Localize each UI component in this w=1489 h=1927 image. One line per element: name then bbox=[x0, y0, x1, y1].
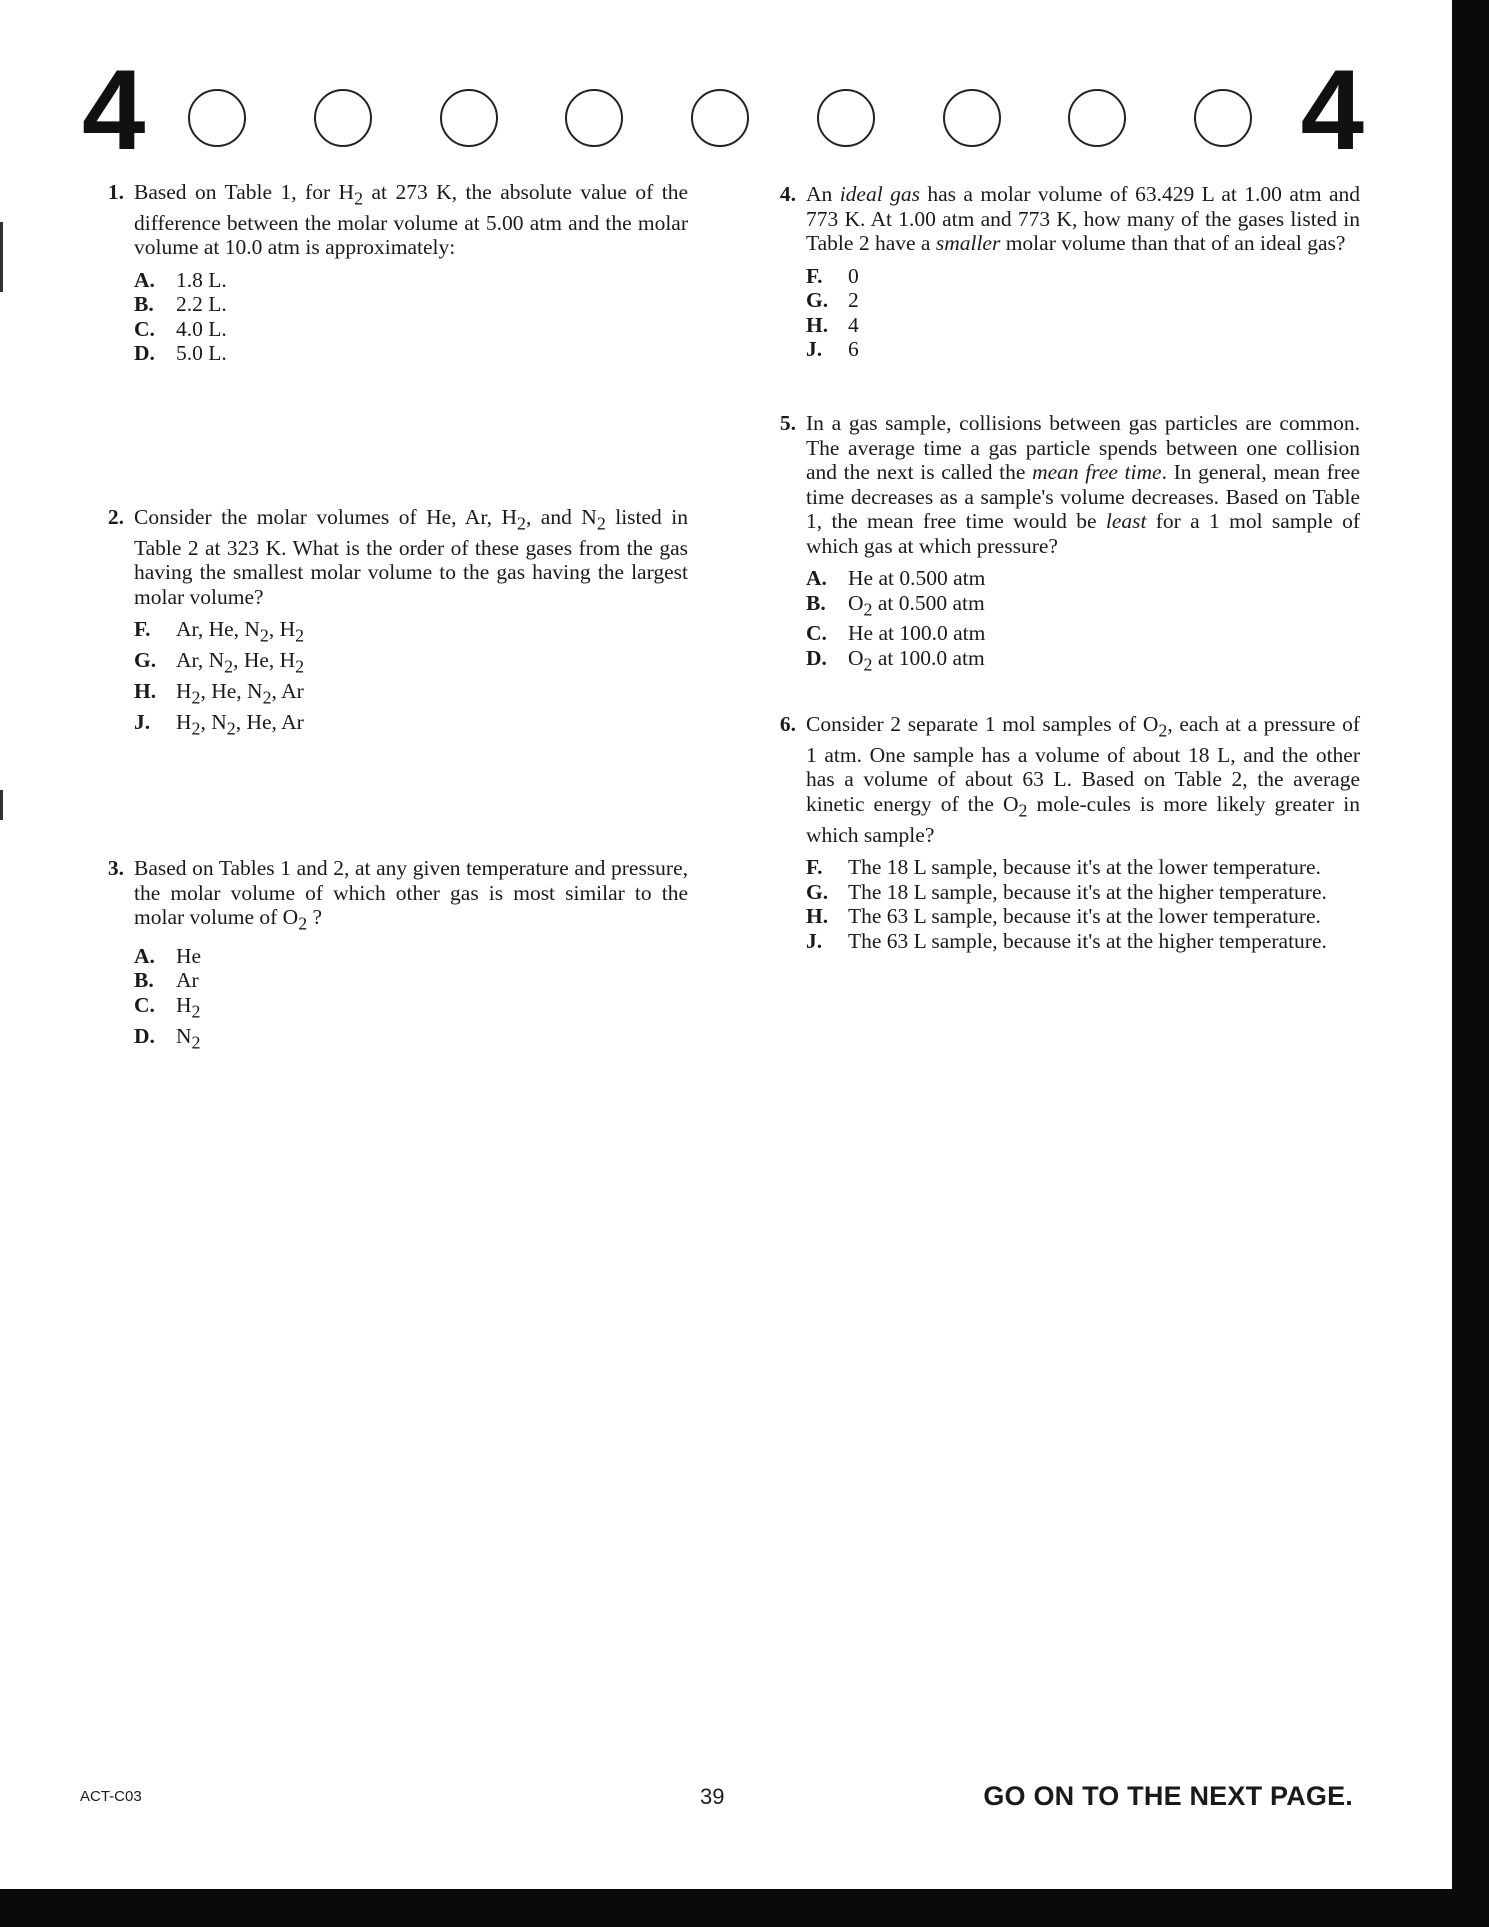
header-circles bbox=[188, 89, 1252, 151]
question-number: 2. bbox=[107, 505, 124, 529]
answer-option bbox=[806, 288, 1360, 313]
answer-options bbox=[806, 855, 1360, 953]
header-circle bbox=[1068, 89, 1126, 147]
option-text: 1.8 L. bbox=[176, 267, 227, 292]
section-number-right: 4 bbox=[1300, 47, 1364, 174]
option-letter: F. bbox=[806, 855, 823, 880]
header-circle bbox=[565, 89, 623, 147]
answer-option bbox=[806, 904, 1360, 929]
question-5 bbox=[762, 411, 1360, 677]
question-text: In a gas sample, collisions between gas particles are common. The average time a gas particle spends between one collision and the next is called the mean free time. In general, mean free time decreases as a sample's volume decreases. Based on Table 1, the mean free time would be least for a 1 mol sample of which gas at which pressure? bbox=[806, 411, 1360, 558]
option-letter: C. bbox=[134, 316, 155, 341]
option-letter: G. bbox=[806, 288, 829, 312]
option-letter: F. bbox=[134, 617, 151, 642]
question-number: 5. bbox=[779, 411, 796, 435]
option-text: He bbox=[176, 943, 202, 968]
page-number: 39 bbox=[700, 1784, 725, 1809]
option-text: 2 bbox=[848, 288, 859, 312]
question-stem bbox=[90, 856, 688, 936]
option-letter: B. bbox=[806, 590, 826, 615]
option-text: $H_2$, He, $N_2$, Ar bbox=[176, 678, 304, 708]
answer-option bbox=[134, 617, 688, 648]
question-3 bbox=[90, 856, 688, 1054]
option-text: $H_2$, $N_2$, He, Ar bbox=[176, 709, 304, 738]
question-2 bbox=[90, 505, 688, 740]
option-text: Ar, He, $N_2$, $H_2$ bbox=[176, 617, 305, 646]
answer-option bbox=[134, 710, 688, 741]
answer-option bbox=[134, 341, 688, 366]
question-1 bbox=[90, 180, 688, 366]
answer-options bbox=[134, 944, 688, 1055]
answer-options bbox=[134, 268, 688, 366]
question-4 bbox=[762, 182, 1360, 362]
question-number: 3. bbox=[107, 856, 124, 880]
answer-option bbox=[134, 317, 688, 342]
option-letter: G. bbox=[806, 879, 829, 904]
section-header bbox=[82, 47, 1364, 174]
option-text: 6 bbox=[848, 337, 859, 361]
answer-option bbox=[134, 648, 688, 679]
option-letter: G. bbox=[134, 648, 157, 673]
answer-option bbox=[134, 292, 688, 317]
question-stem bbox=[90, 505, 688, 609]
option-letter: A. bbox=[806, 566, 827, 590]
option-letter: C. bbox=[134, 992, 155, 1017]
answer-option bbox=[806, 929, 1360, 954]
answer-option bbox=[134, 944, 688, 969]
binding-mark bbox=[0, 222, 3, 292]
option-text: Ar bbox=[176, 968, 199, 993]
answer-option bbox=[806, 855, 1360, 880]
header-circle bbox=[1194, 89, 1252, 147]
scan-edge-bottom bbox=[0, 1889, 1489, 1927]
binding-mark bbox=[0, 790, 3, 820]
question-stem bbox=[90, 180, 688, 260]
answer-option bbox=[806, 880, 1360, 905]
option-text: 5.0 L. bbox=[176, 341, 227, 366]
answer-option bbox=[134, 1024, 688, 1055]
answer-option bbox=[134, 679, 688, 710]
option-letter: A. bbox=[134, 943, 155, 968]
header-circle bbox=[691, 89, 749, 147]
answer-option bbox=[806, 313, 1360, 338]
option-text: 0 bbox=[848, 263, 859, 288]
option-text: $O_2$ at 0.500 atm bbox=[848, 590, 985, 619]
answer-option bbox=[806, 337, 1360, 362]
option-letter: B. bbox=[134, 292, 154, 317]
question-text: An ideal gas has a molar volume of 63.429 L at 1.00 atm and 773 K. At 1.00 atm and 773 K, how many of the gases listed in Table 2 have a smaller molar volume than that of an ideal gas? bbox=[806, 182, 1361, 255]
option-text: The 18 L sample, because it's at the higher temperature. bbox=[848, 879, 1327, 904]
question-number: 1. bbox=[107, 180, 124, 204]
option-letter: H. bbox=[806, 904, 829, 929]
option-letter: D. bbox=[134, 341, 155, 366]
option-letter: D. bbox=[806, 645, 827, 670]
scan-edge-right bbox=[1452, 0, 1489, 1927]
header-circle bbox=[440, 89, 498, 147]
header-circle bbox=[943, 89, 1001, 147]
question-text: Consider 2 separate 1 mol samples of $O_2$, each at a pressure of 1 atm. One sample has a volume of about 18 L, and the other has a volume of about 63 L. Based on Table 2, the average kinetic energy of the $O_2$ mole-cules is more likely greater in which sample? bbox=[806, 712, 1360, 847]
header-circle bbox=[188, 89, 246, 147]
option-letter: F. bbox=[806, 263, 823, 288]
question-text: Based on Tables 1 and 2, at any given temperature and pressure, the molar volume of which other gas is most similar to the molar volume of $O_2$ ? bbox=[134, 856, 688, 934]
option-text: $O_2$ at 100.0 atm bbox=[848, 645, 985, 675]
option-letter: J. bbox=[806, 337, 823, 361]
question-stem bbox=[762, 712, 1360, 847]
answer-option bbox=[806, 264, 1360, 289]
question-text: Consider the molar volumes of He, Ar, $H_2$, and $N_2$ listed in Table 2 at 323 K. What is the order of these gases from the gas having the smallest molar volume to the gas having the largest molar volume? bbox=[134, 505, 688, 609]
option-letter: J. bbox=[134, 709, 151, 734]
option-letter: J. bbox=[806, 928, 823, 953]
option-text: The 63 L sample, because it's at the lower temperature. bbox=[848, 904, 1321, 929]
answer-option bbox=[806, 566, 1360, 591]
option-text: He at 100.0 atm bbox=[848, 621, 986, 646]
section-number-left: 4 bbox=[82, 47, 146, 174]
question-number: 4. bbox=[779, 182, 796, 206]
option-text: He at 0.500 atm bbox=[848, 566, 986, 590]
option-text: The 63 L sample, because it's at the higher temperature. bbox=[848, 928, 1327, 953]
option-text: $H_2$ bbox=[176, 992, 201, 1022]
answer-options bbox=[134, 617, 688, 740]
option-text: Ar, $N_2$, He, $H_2$ bbox=[176, 648, 305, 677]
answer-options bbox=[806, 264, 1360, 362]
answer-option bbox=[806, 621, 1360, 646]
option-text: 4.0 L. bbox=[176, 316, 227, 341]
option-letter: H. bbox=[134, 678, 157, 703]
option-letter: D. bbox=[134, 1023, 155, 1048]
answer-option bbox=[806, 646, 1360, 677]
question-stem bbox=[762, 182, 1360, 256]
form-code: ACT-C03 bbox=[80, 1788, 142, 1805]
option-letter: B. bbox=[134, 968, 154, 993]
header-circle bbox=[314, 89, 372, 147]
answer-options bbox=[806, 566, 1360, 677]
answer-option bbox=[134, 968, 688, 993]
option-letter: A. bbox=[134, 267, 155, 292]
option-letter: H. bbox=[806, 312, 829, 337]
question-stem bbox=[762, 411, 1360, 558]
option-letter: C. bbox=[806, 621, 827, 646]
next-page-notice: GO ON TO THE NEXT PAGE. bbox=[983, 1781, 1353, 1811]
header-circle bbox=[817, 89, 875, 147]
question-6 bbox=[762, 712, 1360, 953]
answer-option bbox=[806, 591, 1360, 622]
option-text: 4 bbox=[848, 312, 859, 337]
option-text: The 18 L sample, because it's at the lower temperature. bbox=[848, 855, 1321, 880]
answer-option bbox=[134, 268, 688, 293]
question-text: Based on Table 1, for $H_2$ at 273 K, the absolute value of the difference between the molar volume at 5.00 atm and the molar volume at 10.0 atm is approximately: bbox=[134, 180, 688, 260]
question-number: 6. bbox=[779, 712, 796, 736]
option-text: $N_2$ bbox=[176, 1023, 201, 1052]
option-text: 2.2 L. bbox=[176, 292, 227, 317]
answer-option bbox=[134, 993, 688, 1024]
